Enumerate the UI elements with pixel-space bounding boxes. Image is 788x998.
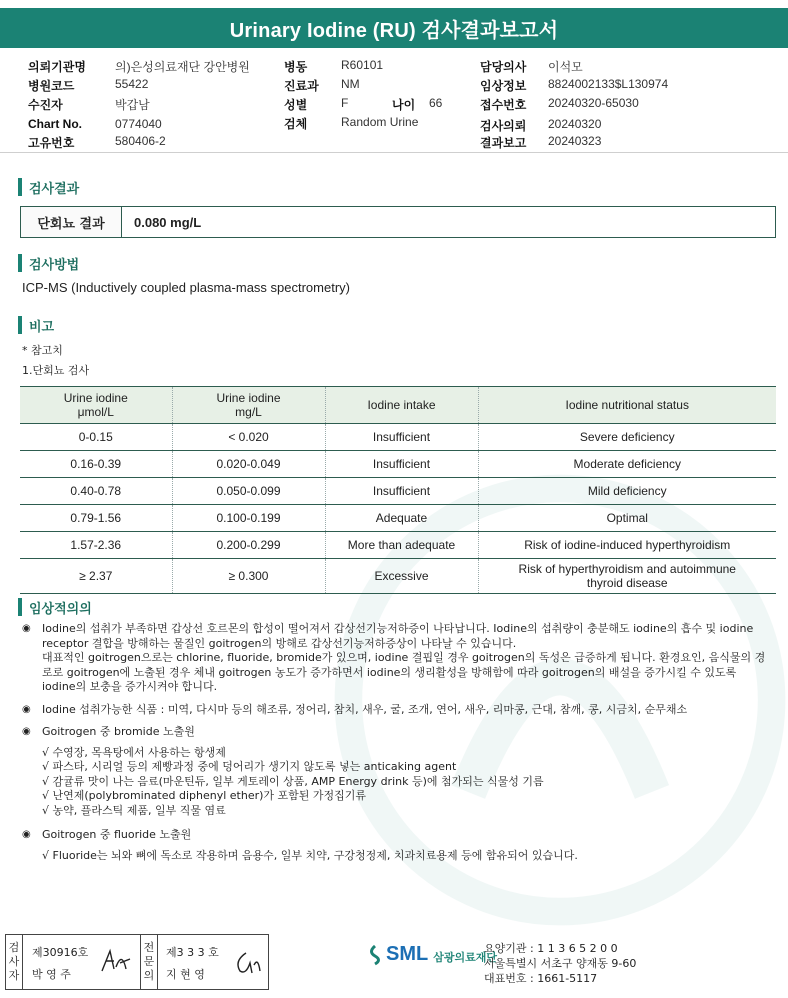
- list-item: √ 파스타, 시리얼 등의 제빵과정 중에 덩어리가 생기지 않도록 넣는 anticaking agent: [42, 760, 457, 773]
- patient-info-block: [0, 55, 788, 155]
- table-header-cell: Iodine nutritional status: [478, 387, 776, 424]
- table-cell: Insufficient: [325, 424, 478, 451]
- sex-label: 성별: [284, 98, 308, 112]
- section-method: [18, 254, 79, 272]
- specimen-value: Random Urine: [341, 115, 419, 129]
- clinical-paragraph: [22, 622, 770, 695]
- clinical-paragraph: [22, 828, 770, 843]
- bullet-icon: ◉: [22, 703, 31, 715]
- hospital-code-value: 55422: [115, 77, 149, 91]
- age-value: 66: [429, 96, 443, 110]
- doctor-label: 담당의사: [480, 60, 527, 74]
- table-cell: Adequate: [325, 505, 478, 532]
- clinical-text-3: Goitrogen 중 bromide 노출원: [42, 725, 195, 738]
- table-cell: 0.40-0.78: [20, 478, 172, 505]
- logo-icon: [366, 944, 384, 966]
- table-cell: Mild deficiency: [478, 478, 776, 505]
- section-marker: [18, 316, 22, 334]
- table-header-cell: Urine iodine mg/L: [172, 387, 325, 424]
- report-date-value: 20240323: [548, 134, 602, 148]
- specialist-signature: [232, 947, 264, 977]
- table-cell: 0.200-0.299: [172, 532, 325, 559]
- table-row: [20, 478, 776, 505]
- table-cell: 0.050-0.099: [172, 478, 325, 505]
- examiner-name: 박 영 주: [32, 968, 71, 981]
- table-cell: 0.79-1.56: [20, 505, 172, 532]
- ward-value: R60101: [341, 58, 384, 72]
- bullet-icon: ◉: [22, 829, 31, 840]
- clinical-info-value: 8824002133$L130974: [548, 77, 669, 91]
- table-cell: Risk of iodine-induced hyperthyroidism: [478, 532, 776, 559]
- table-cell: 0.100-0.199: [172, 505, 325, 532]
- table-cell: Insufficient: [325, 478, 478, 505]
- uid-value: 580406-2: [115, 134, 166, 148]
- specialist-number: 제3 3 3 호: [166, 946, 219, 959]
- signature-box: [5, 934, 269, 990]
- dept-value: NM: [341, 77, 360, 91]
- report-date-label: 결과보고: [480, 136, 527, 150]
- reference-table: [20, 386, 776, 594]
- clinical-text-2: Iodine 섭취가능한 식품 : 미역, 다시마 등의 해조류, 정어리, 참치, 새우, 굴, 조개, 연어, 새우, 리마콩, 근대, 참깨, 콩, 시금치, 순무채소: [42, 702, 688, 716]
- clinical-paragraph: [22, 725, 770, 740]
- table-row: [20, 424, 776, 451]
- org-label: 의뢰기관명: [28, 60, 86, 74]
- reference-table-header: [20, 387, 776, 424]
- divider: [0, 152, 788, 153]
- clinical-paragraph: [22, 703, 770, 718]
- table-cell: ≥ 2.37: [20, 559, 172, 594]
- uid-label: 고유번호: [28, 136, 75, 150]
- patient-label: 수진자: [28, 98, 63, 112]
- reference-note: * 참고치: [22, 344, 63, 357]
- receipt-value: 20240320-65030: [548, 96, 639, 110]
- table-header-cell: Iodine intake: [325, 387, 478, 424]
- table-header-cell: Urine iodine μmol/L: [20, 387, 172, 424]
- section-remarks: [18, 316, 54, 334]
- section-marker: [18, 598, 22, 616]
- institution-phone: 대표번호 : 1661-5117: [484, 972, 598, 985]
- request-value: 20240320: [548, 117, 602, 131]
- dept-label: 진료과: [284, 79, 319, 93]
- org-name: 삼광의료재단: [433, 950, 497, 964]
- section-result: [18, 178, 79, 196]
- specialist-heading: 전 문 의: [141, 935, 158, 989]
- table-cell: 0-0.15: [20, 424, 172, 451]
- result-value: 0.080 mg/L: [134, 214, 202, 230]
- chart-no-label: Chart No.: [28, 117, 82, 131]
- table-cell: Severe deficiency: [478, 424, 776, 451]
- doctor-value: 이석모: [548, 60, 583, 74]
- fluoride-sources-list: [22, 849, 770, 864]
- list-item: √ Fluoride는 뇌와 뼈에 독소로 작용하며 음용수, 일부 치약, 구강청정제, 치과치료용제 등에 함유되어 있습니다.: [42, 848, 578, 862]
- receipt-label: 접수번호: [480, 98, 527, 112]
- section-clinical-title: 임상적의의: [29, 601, 92, 617]
- table-cell: More than adequate: [325, 532, 478, 559]
- patient-value: 박갑남: [115, 98, 150, 112]
- chart-no-value: 0774040: [115, 117, 162, 131]
- clinical-text-1: Iodine의 섭취가 부족하면 갑상선 호르몬의 합성이 떨어져서 갑상선기능저하증이 나타납니다. Iodine의 섭취량이 충분해도 iodine의 흡수 및 iodine receptor 결합을 방해하는 물질인 goitrogen의 방해로 갑상선기능저하증상이 나타날 수 있습니다.: [42, 622, 754, 650]
- section-marker: [18, 254, 22, 272]
- logo-text: SML: [386, 943, 429, 965]
- examiner-signature: [98, 947, 132, 977]
- table-cell: Moderate deficiency: [478, 451, 776, 478]
- table-cell: Risk of hyperthyroidism and autoimmune thyroid disease: [478, 559, 776, 594]
- sex-value: F: [341, 96, 349, 110]
- result-box: [20, 206, 776, 238]
- institution-info: [484, 941, 636, 986]
- list-item: √ 수영장, 목욕탕에서 사용하는 항생제: [42, 745, 226, 759]
- section-clinical: [18, 598, 92, 616]
- table-cell: 0.020-0.049: [172, 451, 325, 478]
- clinical-significance: [22, 622, 770, 863]
- institution-code: 요양기관 : 1 1 3 6 5 2 0 0: [484, 942, 618, 955]
- institution-address: 서울특별시 서초구 양재동 9-60: [484, 957, 637, 970]
- table-cell: 1.57-2.36: [20, 532, 172, 559]
- examiner-number: 제30916호: [32, 946, 89, 959]
- section-remarks-title: 비고: [29, 319, 55, 335]
- report-title: Urinary Iodine (RU) 검사결과보고서: [0, 8, 788, 48]
- request-label: 검사의뢰: [480, 119, 527, 133]
- org-value: 의)은성의료재단 강안병원: [115, 60, 250, 74]
- bullet-icon: ◉: [22, 623, 31, 634]
- list-item: √ 감귤류 맛이 나는 음료(마운틴듀, 일부 게토레이 상품, AMP Energy drink 등)에 첨가되는 식물성 기름: [42, 774, 544, 788]
- table-cell: < 0.020: [172, 424, 325, 451]
- section-marker: [18, 178, 22, 196]
- specimen-label: 검체: [284, 117, 308, 131]
- bullet-icon: ◉: [22, 726, 31, 737]
- age-label: 나이: [392, 98, 416, 112]
- clinical-info-label: 임상정보: [480, 79, 527, 93]
- org-logo: [366, 943, 497, 966]
- reference-subtitle: 1.단회뇨 검사: [22, 364, 90, 377]
- table-cell: Insufficient: [325, 451, 478, 478]
- table-cell: Excessive: [325, 559, 478, 594]
- method-text: ICP-MS (Inductively coupled plasma-mass spectrometry): [22, 280, 350, 295]
- section-method-title: 검사방법: [29, 257, 80, 273]
- list-item: √ 농약, 플라스틱 제품, 일부 직물 염료: [42, 803, 226, 817]
- clinical-text-4: Goitrogen 중 fluoride 노출원: [42, 828, 192, 841]
- table-row: [20, 505, 776, 532]
- ward-label: 병동: [284, 60, 308, 74]
- specialist-name: 지 현 영: [166, 968, 205, 981]
- section-result-title: 검사결과: [29, 181, 80, 197]
- table-row: [20, 532, 776, 559]
- list-item: √ 난연제(polybrominated diphenyl ether)가 포함된 가정집기류: [42, 789, 367, 802]
- table-cell: 0.16-0.39: [20, 451, 172, 478]
- clinical-text-1b: 대표적인 goitrogen으로는 chlorine, fluoride, bromide가 있으며, iodine 결핍일 경우 goitrogen의 독성은 급증하게 됩니다. 환경요인, 음식물의 경로로 goitrogen에 노출된 경우 체내 goitrogen 농도가 증가하면서 iodine의 생리활성을 방해함에 따라 goitrogen의 배설을 증가시킬 수 있도록 iodine의 보충을 증가시켜야 합니다.: [42, 651, 766, 693]
- result-label: 단회뇨 결과: [21, 207, 122, 237]
- bromide-sources-list: [22, 746, 770, 819]
- table-row: [20, 559, 776, 594]
- table-cell: Optimal: [478, 505, 776, 532]
- table-row: [20, 451, 776, 478]
- table-cell: ≥ 0.300: [172, 559, 325, 594]
- examiner-heading: 검 사 자: [6, 935, 23, 989]
- reference-table-body: [20, 424, 776, 594]
- hospital-code-label: 병원코드: [28, 79, 75, 93]
